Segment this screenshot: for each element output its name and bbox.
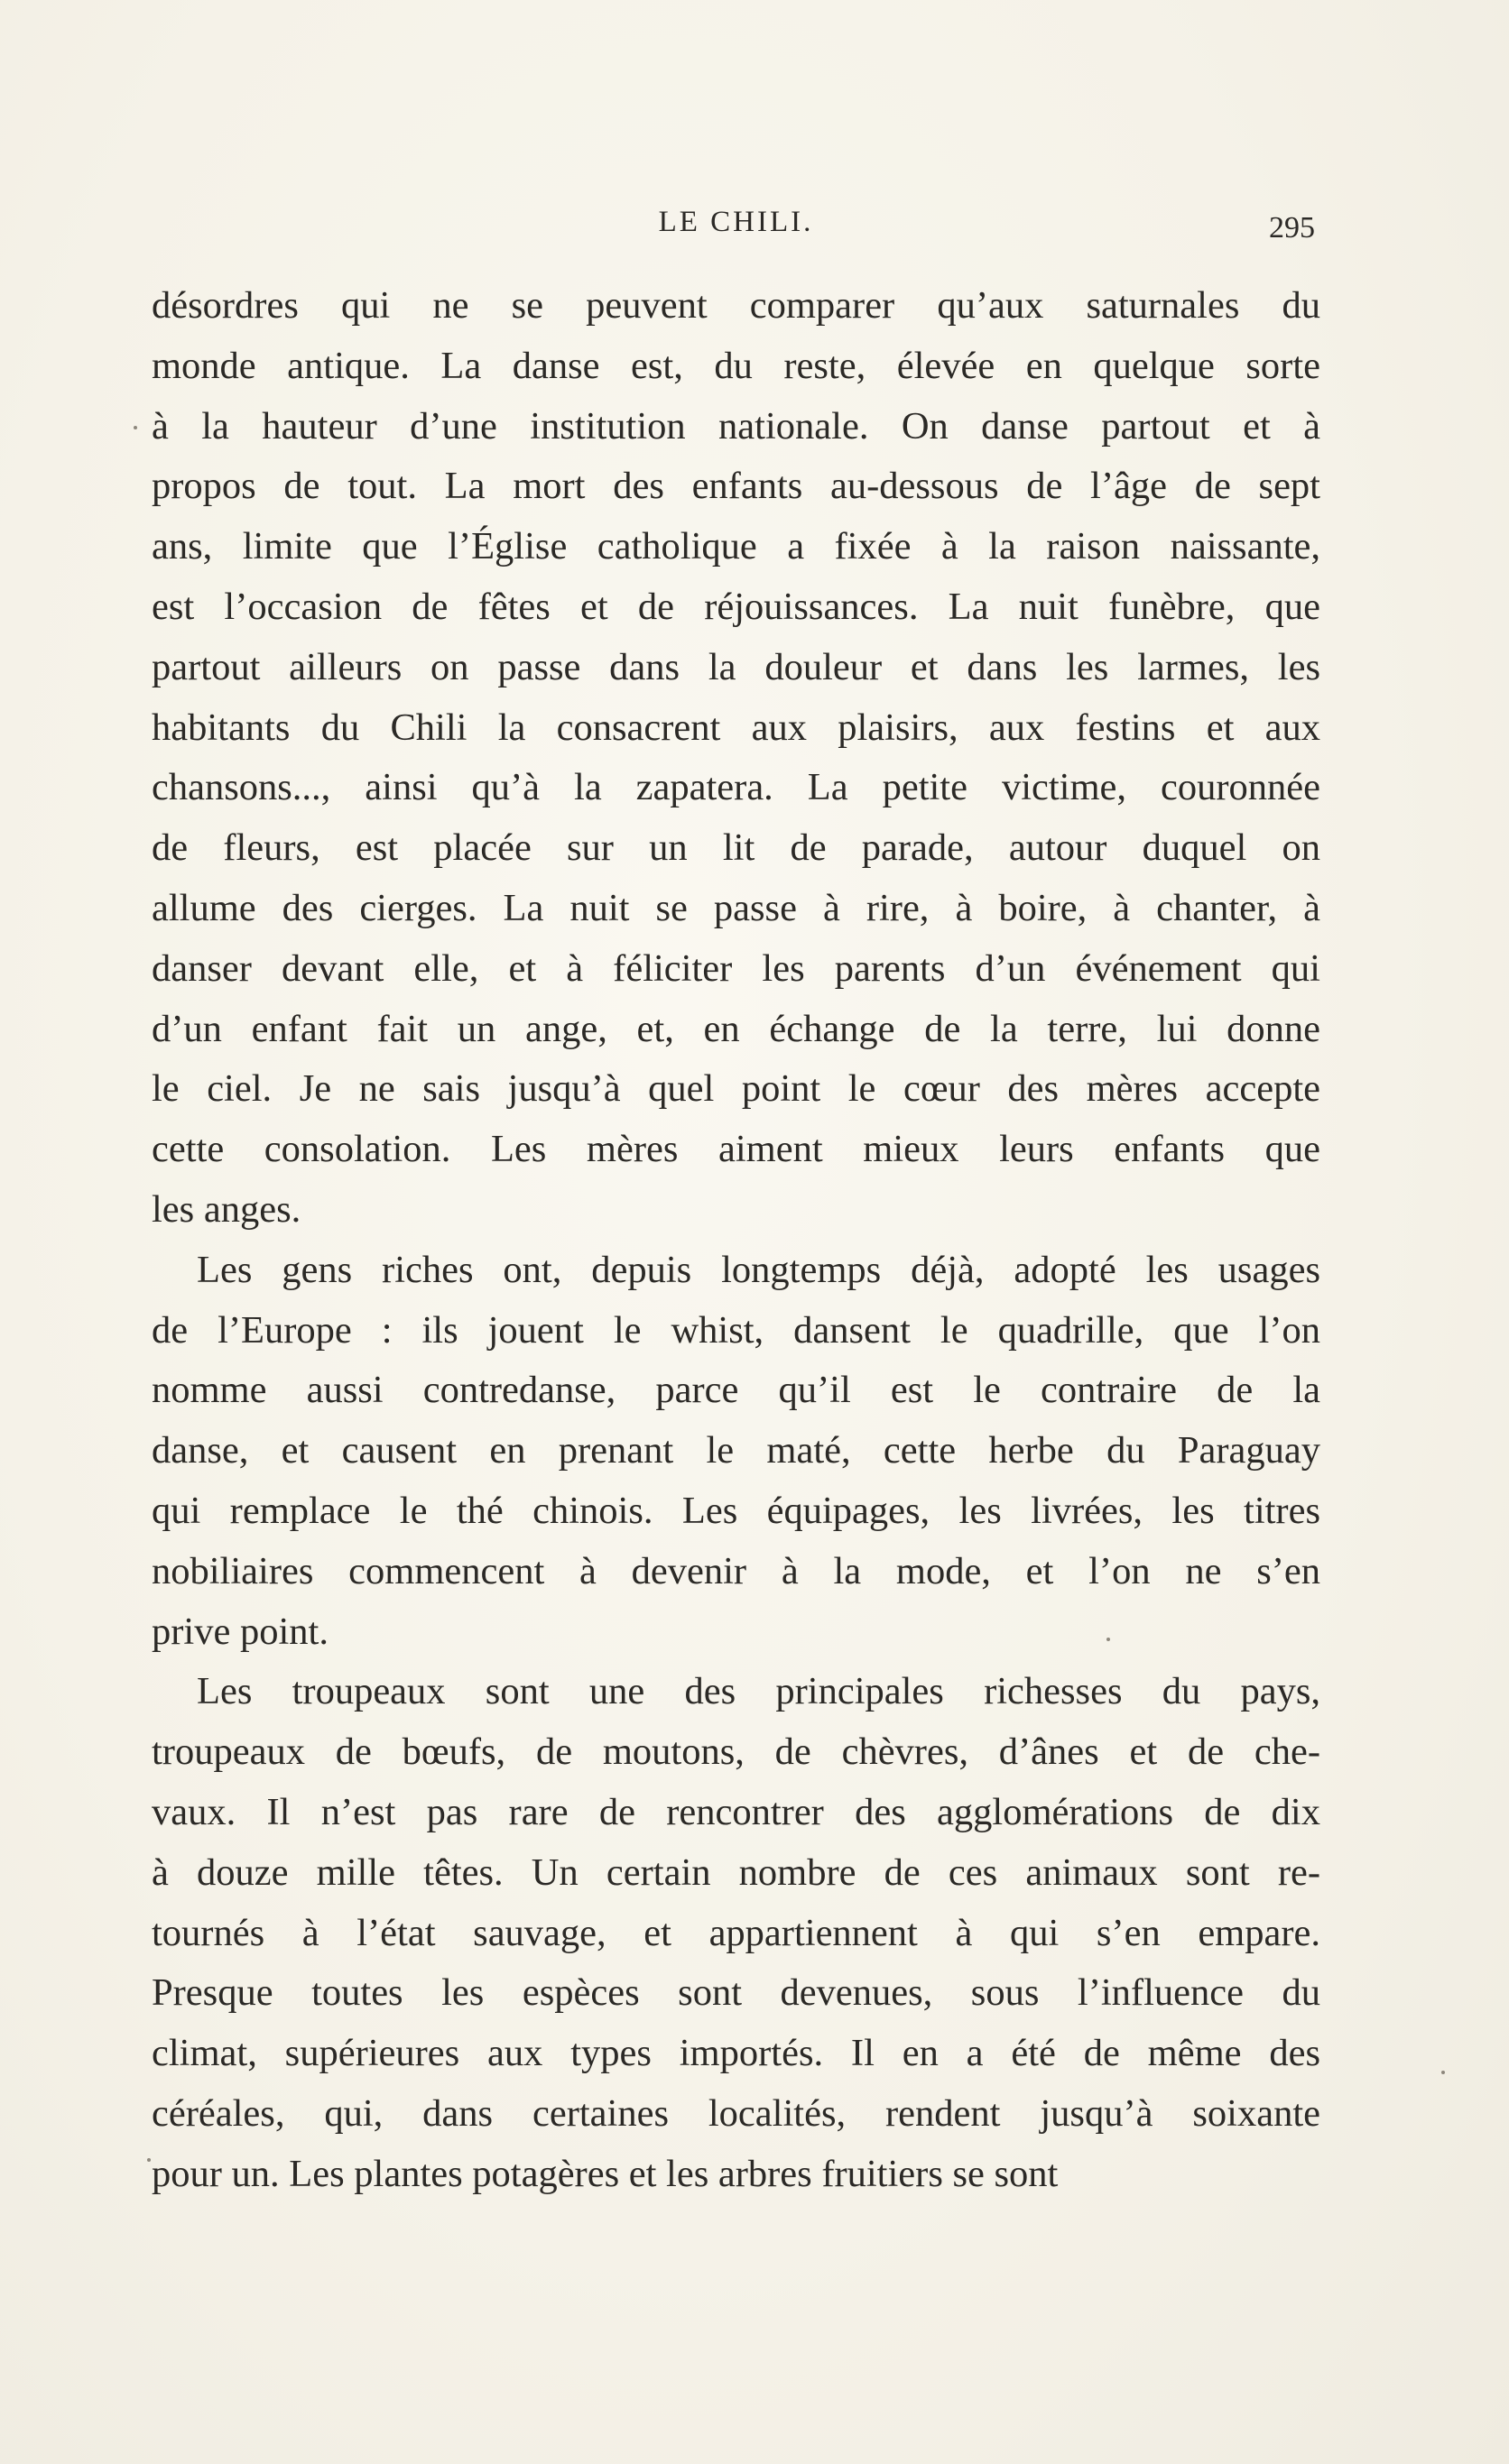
page-number: 295 bbox=[1269, 211, 1315, 245]
text-line: vaux. Il n’est pas rare de rencontrer des agglomérations de dix bbox=[152, 1790, 1320, 1833]
paragraph bbox=[152, 1241, 1320, 1663]
text-line: pour un. Les plantes potagères et les arbres fruitiers se sont bbox=[152, 2152, 1059, 2195]
text-line: nomme aussi contredanse, parce qu’il est le contraire de la bbox=[152, 1369, 1320, 1412]
text-line: les anges. bbox=[152, 1187, 301, 1231]
stray-mark bbox=[134, 426, 137, 429]
text-line: désordres qui ne se peuvent comparer qu’aux saturnales du bbox=[152, 284, 1320, 327]
stray-mark bbox=[1106, 1638, 1110, 1641]
paragraph bbox=[152, 1662, 1320, 2204]
text-line: monde antique. La danse est, du reste, élevée en quelque sorte bbox=[152, 344, 1320, 387]
text-line: ans, limite que l’Église catholique a fixée à la raison naissante, bbox=[152, 525, 1320, 568]
text-line: Les gens riches ont, depuis longtemps déjà, adopté les usages bbox=[197, 1248, 1320, 1291]
text-line: troupeaux de bœufs, de moutons, de chèvres, d’ânes et de che- bbox=[152, 1730, 1320, 1774]
running-title: LE CHILI. bbox=[658, 206, 814, 238]
text-line: danser devant elle, et à féliciter les parents d’un événement qui bbox=[152, 946, 1320, 990]
text-line: prive point. bbox=[152, 1610, 329, 1653]
text-line: de fleurs, est placée sur un lit de parade, autour duquel on bbox=[152, 826, 1320, 870]
text-line: partout ailleurs on passe dans la douleur et dans les larmes, les bbox=[152, 645, 1320, 688]
text-line: Les troupeaux sont une des principales richesses du pays, bbox=[197, 1670, 1320, 1713]
text-line: à la hauteur d’une institution nationale. On danse partout et à bbox=[152, 404, 1320, 448]
text-line: de l’Europe : ils jouent le whist, dansent le quadrille, que l’on bbox=[152, 1308, 1320, 1352]
text-line: cette consolation. Les mères aiment mieux leurs enfants que bbox=[152, 1128, 1320, 1171]
text-line: danse, et causent en prenant le maté, cette herbe du Paraguay bbox=[152, 1429, 1320, 1472]
text-line: propos de tout. La mort des enfants au-dessous de l’âge de sept bbox=[152, 465, 1320, 508]
text-line: chansons..., ainsi qu’à la zapatera. La petite victime, couronnée bbox=[152, 766, 1320, 809]
text-line: est l’occasion de fêtes et de réjouissances. La nuit funèbre, que bbox=[152, 585, 1320, 628]
text-line: tournés à l’état sauvage, et appartiennent à qui s’en empare. bbox=[152, 1911, 1320, 1954]
body-text bbox=[152, 276, 1320, 2205]
text-line: céréales, qui, dans certaines localités, rendent jusqu’à soixante bbox=[152, 2091, 1320, 2135]
text-line: habitants du Chili la consacrent aux plaisirs, aux festins et aux bbox=[152, 706, 1320, 749]
text-line: Presque toutes les espèces sont devenues, sous l’influence du bbox=[152, 1971, 1320, 2015]
text-line: d’un enfant fait un ange, et, en échange de la terre, lui donne bbox=[152, 1007, 1320, 1050]
text-line: allume des cierges. La nuit se passe à rire, à boire, à chanter, à bbox=[152, 886, 1320, 929]
stray-mark bbox=[1441, 2071, 1445, 2074]
text-line: nobiliaires commencent à devenir à la mode, et l’on ne s’en bbox=[152, 1549, 1320, 1592]
text-line: le ciel. Je ne sais jusqu’à quel point le cœur des mères accepte bbox=[152, 1067, 1320, 1111]
text-line: qui remplace le thé chinois. Les équipages, les livrées, les titres bbox=[152, 1489, 1320, 1532]
stray-mark bbox=[147, 2158, 151, 2162]
running-head bbox=[152, 206, 1320, 253]
paragraph bbox=[152, 276, 1320, 1241]
text-line: à douze mille têtes. Un certain nombre de ces animaux sont re- bbox=[152, 1850, 1320, 1894]
text-line: climat, supérieures aux types importés. Il en a été de même des bbox=[152, 2032, 1320, 2075]
